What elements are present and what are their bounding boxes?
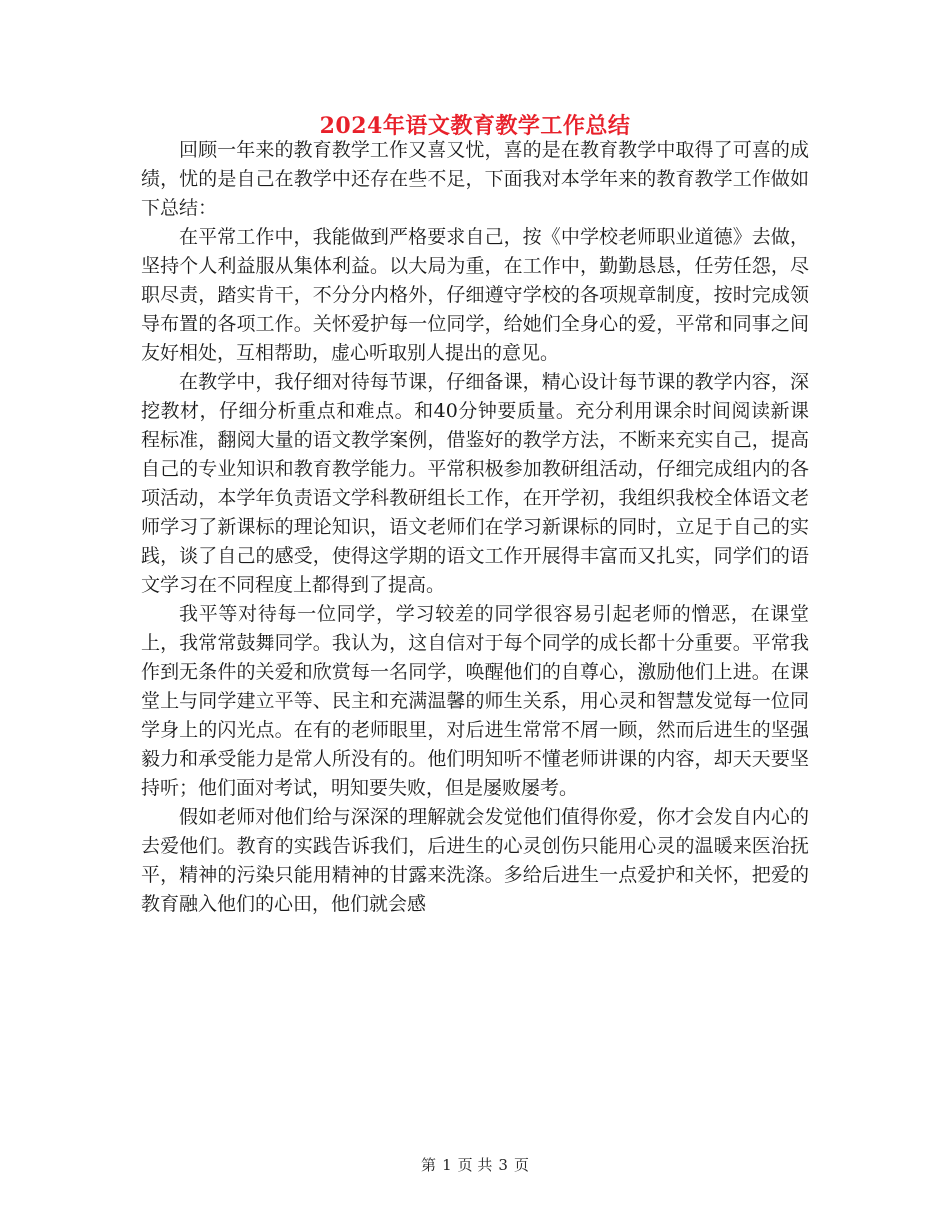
paragraph: 假如老师对他们给与深深的理解就会发觉他们值得你爱，你才会发自内心的去爱他们。教育的实践告诉我们，后进生的心灵创伤只能用心灵的温暖来医治抚平，精神的污染只能用精神的甘露来洗涤。多给后进生一点爱护和关怀，把爱的教育融入他们的心田，他们就会感 xyxy=(141,806,809,915)
paragraph: 在教学中，我仔细对待每节课，仔细备课，精心设计每节课的教学内容，深挖教材，仔细分析重点和难点。和40分钟要质量。充分利用课余时间阅读新课程标准，翻阅大量的语文教学案例，借鉴好的教学方法，不断来充实自己，提高自己的专业知识和教育教学能力。平常积极参加教研组活动，仔细完成组内的各项活动，本学年负责语文学科教研组长工作，在开学初，我组织我校全体语文老师学习了新课标的理论知识，语文老师们在学习新课标的同时，立足于自己的实践，谈了自己的感受，使得这学期的语文工作开展得丰富而又扎实，同学们的语文学习在不同程度上都得到了提高。 xyxy=(141,371,809,596)
page-footer xyxy=(0,1155,950,1175)
document-title: 2024年语文教育教学工作总结 xyxy=(319,113,631,139)
footer-prefix: 第 xyxy=(421,1156,437,1174)
paragraph: 回顾一年来的教育教学工作又喜又忧，喜的是在教育教学中取得了可喜的成绩，忧的是自己在教学中还存在些不足，下面我对本学年来的教育教学工作做如下总结： xyxy=(141,139,809,219)
paragraph: 我平等对待每一位同学，学习较差的同学很容易引起老师的憎恶，在课堂上，我常常鼓舞同学。我认为，这自信对于每个同学的成长都十分重要。平常我作到无条件的关爱和欣赏每一名同学，唤醒他们的自尊心，激励他们上进。在课堂上与同学建立平等、民主和充满温馨的师生关系，用心灵和智慧发觉每一位同学身上的闪光点。在有的老师眼里，对后进生常常不屑一顾，然而后进生的坚强毅力和承受能力是常人所没有的。他们明知听不懂老师讲课的内容，却天天要坚持听；他们面对考试，明知要失败，但是屡败屡考。 xyxy=(141,603,809,799)
page-total: 3 xyxy=(498,1156,508,1174)
footer-middle: 页 共 xyxy=(457,1156,493,1174)
page-number: 1 xyxy=(442,1156,452,1174)
document-body xyxy=(141,136,809,919)
paragraph: 在平常工作中，我能做到严格要求自己，按《中学校老师职业道德》去做，坚持个人利益服从集体利益。以大局为重，在工作中，勤勤恳恳，任劳任怨，尽职尽责，踏实肯干，不分分内格外，仔细遵守学校的各项规章制度，按时完成领导布置的各项工作。关怀爱护每一位同学，给她们全身心的爱，平常和同事之间友好相处，互相帮助，虚心听取别人提出的意见。 xyxy=(141,226,809,364)
footer-suffix: 页 xyxy=(513,1156,529,1174)
